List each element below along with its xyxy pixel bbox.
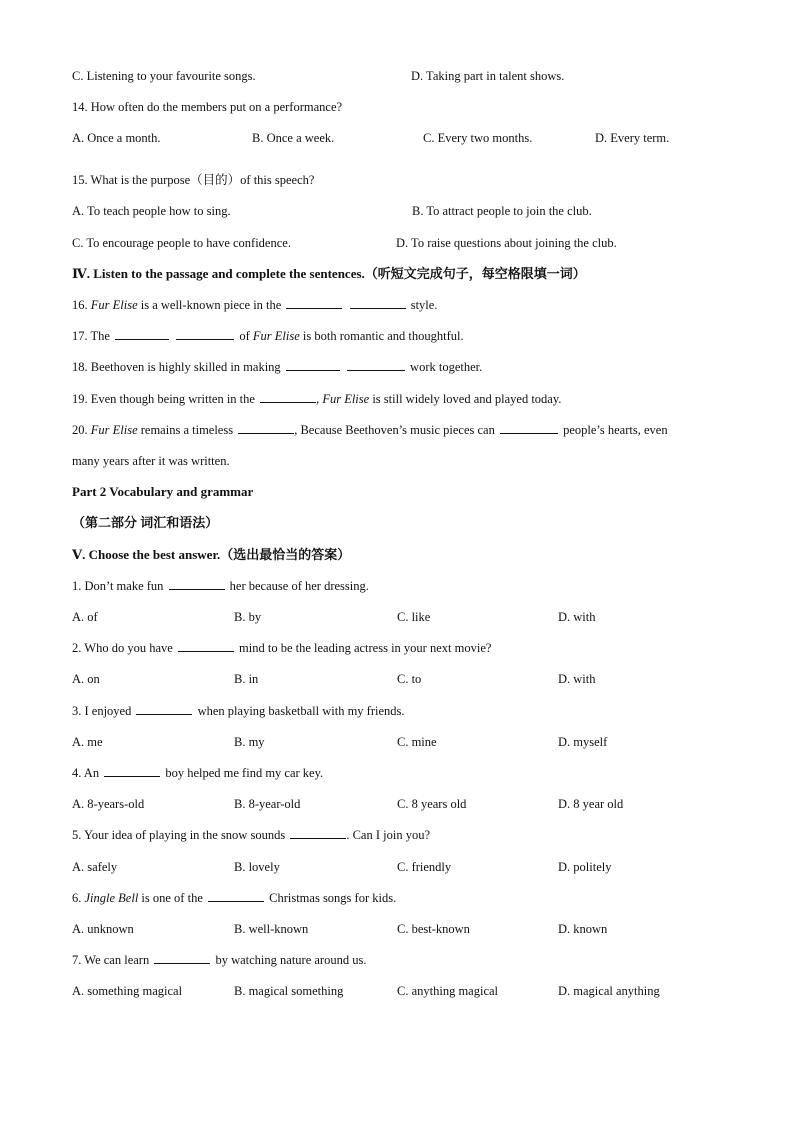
v2-option-b: B. in — [234, 672, 259, 686]
part-2-heading: Part 2 Vocabulary and grammar — [72, 484, 254, 499]
v3-option-a: A. me — [72, 735, 103, 749]
v3-option-d: D. myself — [558, 735, 608, 749]
q17-blank-1[interactable] — [115, 327, 169, 340]
q13-options-cd — [72, 66, 734, 86]
v7-text-b: by watching nature around us. — [215, 953, 367, 967]
v5-option-c: C. friendly — [397, 860, 452, 874]
v3-blank[interactable] — [136, 702, 192, 715]
q20-line-2: many years after it was written. — [72, 454, 230, 468]
q17-title: Fur Elise — [252, 329, 300, 343]
q19-title: Fur Elise — [322, 392, 370, 406]
q14-option-c: C. Every two months. — [423, 131, 533, 145]
q18-blank-2[interactable] — [347, 358, 405, 371]
v6-option-b: B. well-known — [234, 922, 309, 936]
q20-blank-2[interactable] — [500, 421, 558, 434]
v6-text-b: Christmas songs for kids. — [269, 891, 397, 905]
v4-option-a: A. 8-years-old — [72, 797, 145, 811]
v6-options — [72, 919, 734, 939]
q15-option-c: C. To encourage people to have confidence. — [72, 236, 291, 250]
v5-option-a: A. safely — [72, 860, 118, 874]
v6-option-d: D. known — [558, 922, 608, 936]
q19-text-a: 19. Even though being written in the — [72, 392, 255, 406]
v2-text-a: 2. Who do you have — [72, 641, 173, 655]
v6-option-a: A. unknown — [72, 922, 134, 936]
v2-option-d: D. with — [558, 672, 596, 686]
q14-options — [72, 128, 734, 148]
q16-line — [72, 295, 734, 315]
v2-stem — [72, 638, 734, 658]
v1-options — [72, 607, 734, 627]
v2-option-c: C. to — [397, 672, 422, 686]
v4-stem — [72, 763, 734, 783]
q19-text-b: , — [316, 392, 320, 406]
v1-option-c: C. like — [397, 610, 431, 624]
q17-text-a: 17. The — [72, 329, 110, 343]
q16-text-a: is a well-known piece in the — [140, 298, 282, 312]
q19-text-c: is still widely loved and played today. — [372, 392, 562, 406]
v6-stem — [72, 888, 734, 908]
v4-option-d: D. 8 year old — [558, 797, 624, 811]
q16-blank-1[interactable] — [286, 296, 342, 309]
v4-options — [72, 794, 734, 814]
v6-option-c: C. best-known — [397, 922, 470, 936]
q13-option-c: C. Listening to your favourite songs. — [72, 69, 256, 83]
q15-option-d: D. To raise questions about joining the club. — [396, 236, 617, 250]
v4-option-b: B. 8-year-old — [234, 797, 301, 811]
q19-line — [72, 389, 734, 409]
q20-blank-1[interactable] — [238, 421, 294, 434]
q16-title: Fur Elise — [90, 298, 138, 312]
q20-text-a: remains a timeless — [140, 423, 234, 437]
q15-stem: 15. What is the purpose（目的）of this speech? — [72, 173, 315, 187]
q18-text-a: 18. Beethoven is highly skilled in making — [72, 360, 281, 374]
v3-text-b: when playing basketball with my friends. — [197, 704, 405, 718]
v2-options — [72, 669, 734, 689]
v7-option-a: A. something magical — [72, 984, 183, 998]
q14-option-d: D. Every term. — [595, 131, 670, 145]
v4-text-a: 4. An — [72, 766, 100, 780]
q20-line-1 — [72, 420, 734, 440]
q15-options-cd — [72, 233, 734, 253]
q15-option-a: A. To teach people how to sing. — [72, 204, 231, 218]
q14-stem: 14. How often do the members put on a performance? — [72, 100, 343, 114]
v7-stem — [72, 950, 734, 970]
v7-option-c: C. anything magical — [397, 984, 499, 998]
v1-option-b: B. by — [234, 610, 262, 624]
v7-blank[interactable] — [154, 951, 210, 964]
q18-blank-1[interactable] — [286, 358, 340, 371]
q20-number: 20. — [72, 423, 88, 437]
q16-blank-2[interactable] — [350, 296, 406, 309]
v5-option-b: B. lovely — [234, 860, 280, 874]
v3-stem — [72, 701, 734, 721]
v7-text-a: 7. We can learn — [72, 953, 150, 967]
v5-options — [72, 857, 734, 877]
section-5-heading: Ⅴ. Choose the best answer.（选出最恰当的答案） — [72, 547, 351, 562]
q13-option-d: D. Taking part in talent shows. — [411, 69, 565, 83]
q20-title: Fur Elise — [90, 423, 138, 437]
v5-option-d: D. politely — [558, 860, 612, 874]
v6-blank[interactable] — [208, 889, 264, 902]
v7-options — [72, 981, 734, 1001]
v1-option-a: A. of — [72, 610, 98, 624]
q14-option-a: A. Once a month. — [72, 131, 161, 145]
v5-text-a: 5. Your idea of playing in the snow sounds — [72, 828, 286, 842]
v6-title: Jingle Bell — [84, 891, 139, 905]
q15-option-b: B. To attract people to join the club. — [412, 204, 592, 218]
v1-blank[interactable] — [169, 577, 225, 590]
v5-stem — [72, 825, 734, 845]
q18-line — [72, 357, 734, 377]
v1-text-a: 1. Don’t make fun — [72, 579, 164, 593]
q16-number: 16. — [72, 298, 88, 312]
q17-line — [72, 326, 734, 346]
q20-text-b: , Because Beethoven’s music pieces can — [294, 423, 495, 437]
v7-option-b: B. magical something — [234, 984, 344, 998]
section-4-heading: Ⅳ. Listen to the passage and complete the sentences.（听短文完成句子，每空格限填一词） — [72, 266, 586, 281]
q17-text-b: of — [239, 329, 250, 343]
q18-text-b: work together. — [410, 360, 483, 374]
v3-text-a: 3. I enjoyed — [72, 704, 132, 718]
q14-option-b: B. Once a week. — [252, 131, 335, 145]
v6-number: 6. — [72, 891, 82, 905]
v4-blank[interactable] — [104, 764, 160, 777]
q16-text-b: style. — [410, 298, 438, 312]
v2-text-b: mind to be the leading actress in your next movie? — [239, 641, 492, 655]
v3-option-b: B. my — [234, 735, 265, 749]
v3-options — [72, 732, 734, 752]
q20-text-c: people’s hearts, even — [563, 423, 668, 437]
v3-option-c: C. mine — [397, 735, 437, 749]
v1-option-d: D. with — [558, 610, 596, 624]
v5-text-b: . Can I join you? — [346, 828, 430, 842]
q19-blank-1[interactable] — [260, 390, 316, 403]
q17-text-c: is both romantic and thoughtful. — [302, 329, 464, 343]
v4-option-c: C. 8 years old — [397, 797, 467, 811]
q15-options-ab — [72, 201, 734, 221]
q17-blank-2[interactable] — [176, 327, 234, 340]
v6-text-a: is one of the — [141, 891, 203, 905]
part-2-subtitle: （第二部分 词汇和语法） — [72, 515, 219, 530]
v2-blank[interactable] — [178, 639, 234, 652]
v5-blank[interactable] — [290, 826, 346, 839]
v7-option-d: D. magical anything — [558, 984, 660, 998]
v1-stem — [72, 576, 734, 596]
v4-text-b: boy helped me find my car key. — [165, 766, 324, 780]
v1-text-b: her because of her dressing. — [229, 579, 369, 593]
v2-option-a: A. on — [72, 672, 100, 686]
